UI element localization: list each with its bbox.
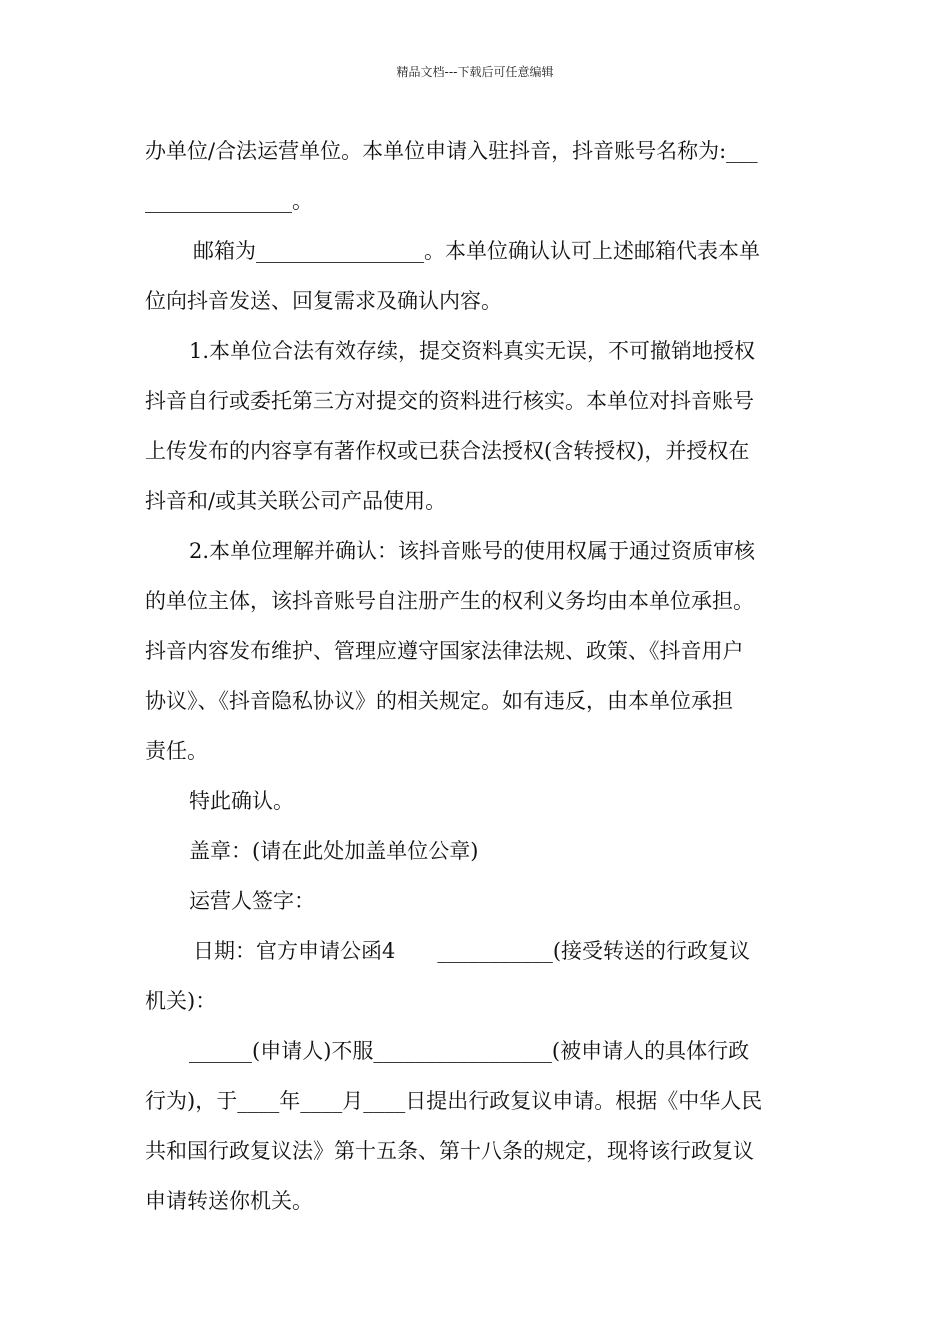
- paragraph-line: 协议》、《抖音隐私协议》的相关规定。如有违反，由本单位承担: [145, 689, 733, 713]
- paragraph-line: 位向抖音发送、回复需求及确认内容。: [145, 289, 502, 313]
- paragraph-line: 抖音自行或委托第三方对提交的资料进行核实。本单位对抖音账号: [145, 389, 754, 413]
- paragraph-line: 盖章：(请在此处加盖单位公章): [189, 839, 479, 863]
- paragraph-line: 运营人签字：: [189, 889, 315, 913]
- paragraph-line: 特此确认。: [189, 789, 294, 813]
- page-header: 精品文档---下载后可任意编辑: [396, 65, 554, 79]
- paragraph-line: 邮箱为________________。本单位确认认可上述邮箱代表本单: [193, 239, 760, 263]
- paragraph-line: 申请转送你机关。: [145, 1189, 313, 1213]
- paragraph-line: 责任。: [145, 739, 208, 763]
- paragraph-line: 机关)：: [145, 989, 217, 1013]
- paragraph-line: 行为)，于____年____月____日提出行政复议申请。根据《中华人民: [145, 1089, 763, 1113]
- paragraph-line: 的单位主体，该抖音账号自注册产生的权利义务均由本单位承担。: [145, 589, 754, 613]
- paragraph-line: 共和国行政复议法》第十五条、第十八条的规定，现将该行政复议: [145, 1139, 754, 1163]
- paragraph-line: 上传发布的内容享有著作权或已获合法授权(含转授权)，并授权在: [145, 439, 750, 463]
- paragraph-line: ______________。: [145, 189, 313, 213]
- paragraph-line: 办单位/合法运营单位。本单位申请入驻抖音，抖音账号名称为:___: [145, 139, 758, 163]
- paragraph-line: 日期：官方申请公函4 ___________(接受转送的行政复议: [193, 939, 751, 963]
- paragraph-line: ______(申请人)不服_________________(被申请人的具体行政: [189, 1039, 750, 1063]
- paragraph-line: 抖音内容发布维护、管理应遵守国家法律法规、政策、《抖音用户: [145, 639, 744, 663]
- paragraph-line: 2.本单位理解并确认：该抖音账号的使用权属于通过资质审核: [189, 539, 756, 563]
- paragraph-line: 1.本单位合法有效存续，提交资料真实无误，不可撤销地授权: [189, 339, 756, 363]
- paragraph-line: 抖音和/或其关联公司产品使用。: [145, 489, 447, 513]
